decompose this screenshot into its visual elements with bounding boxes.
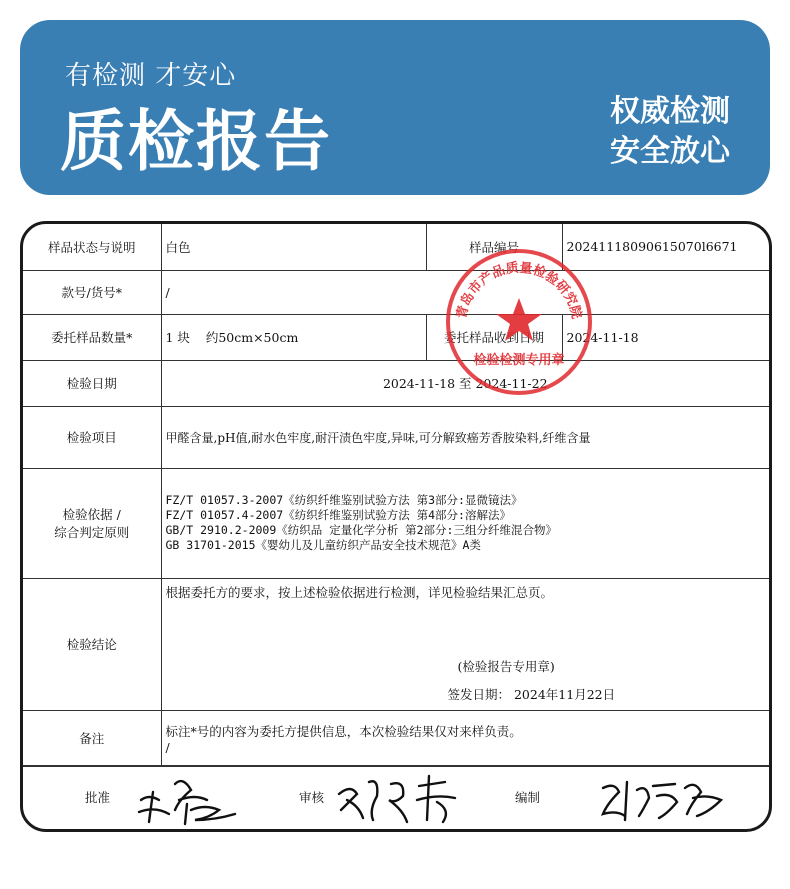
test-items-value: 甲醛含量,pH值,耐水色牢度,耐汗渍色牢度,异味,可分解致癌芳香胺染料,纤维含量 [161, 406, 769, 468]
seal-star-icon [496, 298, 542, 341]
received-value: 2024-11-18 [562, 314, 769, 360]
table-row [23, 578, 769, 710]
basis-line: GB/T 2910.2-2009《纺织品 定量化学分析 第2部分:三组分纤维混合物》 [165, 523, 557, 537]
table-row [23, 224, 769, 270]
compiler-signature [597, 770, 727, 828]
table-row [23, 406, 769, 468]
review-label: 审核 [299, 790, 325, 805]
banner-title: 质检报告 [60, 103, 332, 180]
basis-label-line-1: 检验依据 / [62, 507, 121, 522]
banner-slogan [610, 92, 730, 172]
received-label: 委托样品收到日期 [426, 314, 562, 360]
remarks-label: 备注 [23, 710, 161, 766]
header-banner [20, 20, 770, 195]
sample-no-value: 20241118090615070l6671 [562, 224, 769, 270]
table-row [23, 360, 769, 406]
signature-row [23, 765, 769, 830]
test-date-label: 检验日期 [23, 360, 161, 406]
conclusion-cell [161, 578, 769, 710]
sample-no-label: 样品编号 [426, 224, 562, 270]
style-no-value: / [161, 270, 769, 314]
conclusion-stamp-note: (检验报告专用章) [457, 658, 555, 674]
reviewer-signature [333, 770, 473, 828]
slogan-line-1: 权威检测 [610, 94, 730, 129]
inspection-report [20, 221, 772, 832]
basis-line: FZ/T 01057.3-2007《纺织纤维鉴别试验方法 第3部分:显微镜法》 [165, 493, 523, 507]
seal-bottom-text: 检验检测专用章 [473, 353, 565, 368]
issue-date: 签发日期： 2024年11月22日 [447, 686, 616, 702]
table-row [23, 270, 769, 314]
table-row [23, 314, 769, 360]
report-table [23, 224, 769, 767]
remarks-value [161, 710, 769, 766]
test-date-value: 2024-11-18 至 2024-11-22 [161, 360, 769, 406]
basis-line: GB 31701-2015《婴幼儿及儿童纺织产品安全技术规范》A类 [165, 538, 481, 552]
compile-label: 编制 [515, 790, 541, 805]
approver-signature [135, 770, 245, 828]
remarks-line-2: / [165, 739, 170, 755]
qty-label: 委托样品数量* [23, 314, 161, 360]
table-row [23, 710, 769, 766]
inspection-seal [443, 246, 595, 398]
table-row [23, 468, 769, 578]
qty-value: 1 块 约50cm×50cm [161, 314, 426, 360]
approve-label: 批准 [85, 790, 111, 805]
basis-label [23, 468, 161, 578]
basis-value [161, 468, 769, 578]
remarks-line-1: 标注*号的内容为委托方提供信息，本次检验结果仅对来样负责。 [165, 723, 522, 739]
basis-line: FZ/T 01057.4-2007《纺织纤维鉴别试验方法 第4部分:溶解法》 [165, 508, 511, 522]
test-items-label: 检验项目 [23, 406, 161, 468]
conclusion-label: 检验结论 [23, 578, 161, 710]
banner-subtitle: 有检测 才安心 [65, 61, 237, 91]
style-no-label: 款号/货号* [23, 270, 161, 314]
slogan-line-2: 安全放心 [610, 134, 730, 169]
sample-status-label: 样品状态与说明 [23, 224, 161, 270]
sample-status-value: 白色 [161, 224, 426, 270]
basis-label-line-2: 综合判定原则 [54, 525, 130, 540]
conclusion-text: 根据委托方的要求，按上述检验依据进行检测，详见检验结果汇总页。 [165, 584, 554, 600]
seal-top-text: 青岛市产品质量检验研究院 [454, 260, 584, 321]
